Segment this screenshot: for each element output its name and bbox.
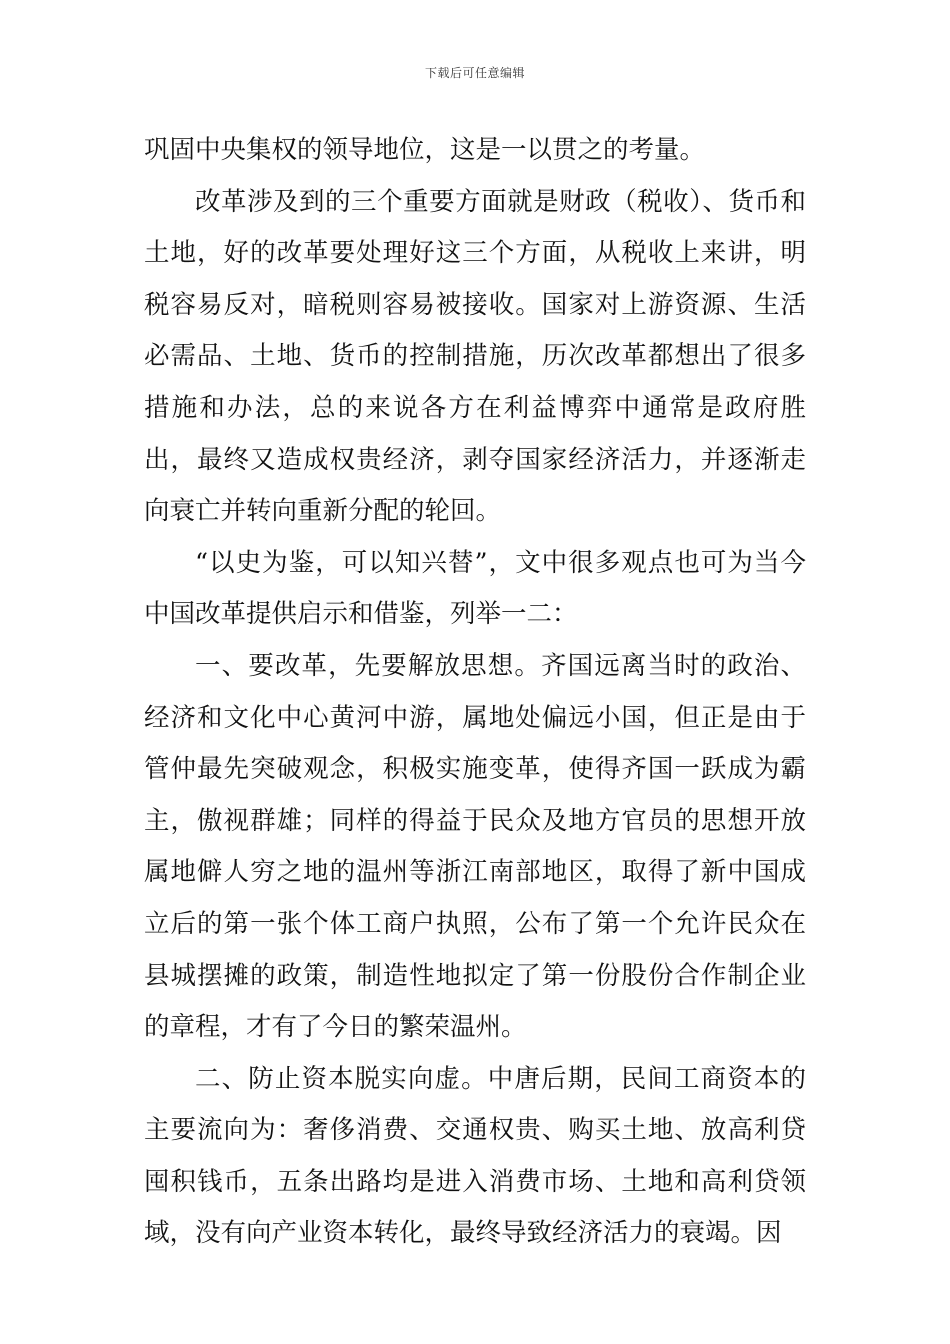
paragraph-1: 巩固中央集权的领导地位，这是一以贯之的考量。 [144,135,706,165]
paragraph-3: “以史为鉴，可以知兴替”，文中很多观点也可为当今中国改革提供启示和借鉴，列举一二： [144,547,806,630]
paragraph-4: 一、要改革，先要解放思想。齐国远离当时的政治、经济和文化中心黄河中游，属地处偏远小国，但正是由于管仲最先突破观念，积极实施变革，使得齐国一跃成为霸主，傲视群雄；同样的得益于民众及地方官员的思想开放属地僻人穷之地的温州等浙江南部地区，取得了新中国成立后的第一张个体工商户执照，公布了第一个允许民众在县城摆摊的政策，制造性地拟定了第一份股份合作制企业的章程，才有了今日的繁荣温州。 [144,650,806,1043]
page-header: 下载后可任意编辑 [424,66,525,80]
document-body [144,125,806,1260]
paragraph-5: 二、防止资本脱实向虚。中唐后期，民间工商资本的主要流向为：奢侈消费、交通权贵、购买土地、放高利贷囤积钱币，五条出路均是进入消费市场、土地和高利贷领域，没有向产业资本转化，最终导致经济活力的衰竭。因 [144,1063,806,1249]
paragraph-2: 改革涉及到的三个重要方面就是财政（税收）、货币和土地，好的改革要处理好这三个方面，从税收上来讲，明税容易反对，暗税则容易被接收。国家对上游资源、生活必需品、土地、货币的控制措施，历次改革都想出了很多措施和办法，总的来说各方在利益博弈中通常是政府胜出，最终又造成权贵经济，剥夺国家经济活力，并逐渐走向衰亡并转向重新分配的轮回。 [144,186,806,527]
